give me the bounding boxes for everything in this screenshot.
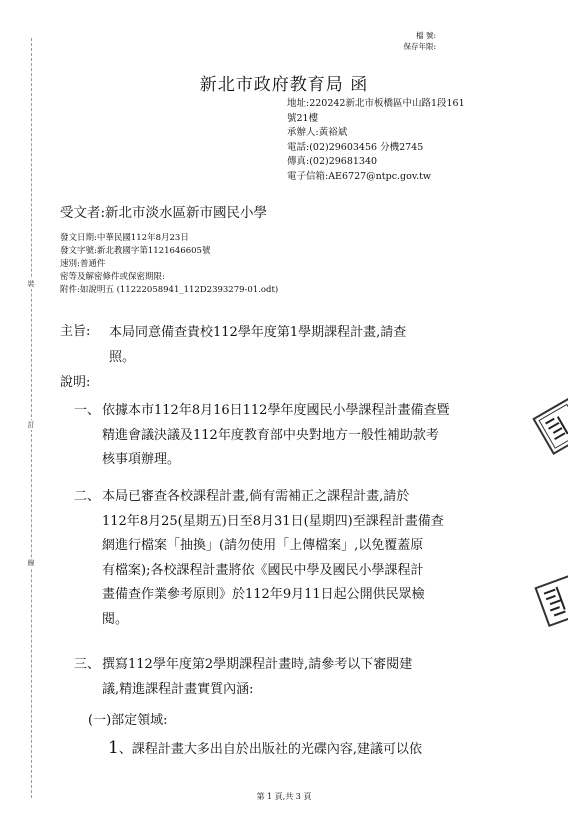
item-1-text [102,399,449,473]
attachment: 附件:如說明五 (11222058941_112D2393279-01.odt) [60,285,279,295]
item-2-marker: 二、 [74,489,101,504]
secrecy: 密等及解密條件或保密期限: [60,272,165,282]
document-number: 發文字號:新北教國字第1121646605號 [60,246,211,256]
item-2-line: 閱。 [102,611,129,627]
sub-item-1-1-text: 、課程計畫大多出自於出版社的光碟內容,建議可以依 [118,742,422,757]
item-1-line: 依據本市112年8月16日112學年度國民小學課程計畫備查暨 [102,403,450,418]
item-3-marker: 三、 [74,657,101,672]
sub-item-1: (一)部定領域: [88,713,168,728]
binding-mark-ding: 訂 [24,420,38,430]
item-1-line: 核事項辦理。 [102,452,181,467]
item-2-line: 網進行檔案「抽換」(請勿使用「上傳檔案」,以免覆蓋原 [102,538,424,553]
sub-item-1-1-number: 1 [108,738,119,758]
speed: 速別:普通件 [60,259,106,269]
fax: 傳真:(02)29681340 [287,156,378,167]
issue-date: 發文日期:中華民國112年8月23日 [60,233,189,243]
item-1-marker: 一、 [74,403,101,418]
explanation-label: 說明: [60,375,91,390]
item-3-text [102,653,412,702]
subject-line-1: 本局同意備查貴校112學年度第1學期課程計畫,請查 [109,325,407,340]
address-line-2: 號21樓 [287,112,319,124]
item-2-line: 112年8月25(星期五)日至8月31日(星期四)至課程計畫備查 [102,513,444,529]
item-3-line: 撰寫112學年度第2學期課程計畫時,請參考以下審閱建 [102,657,413,672]
handler: 承辦人:黃裕斌 [287,127,348,138]
item-3-line: 議,精進課程計畫實質內涵: [102,681,254,697]
phone: 電話:(02)29603456 分機2745 [287,141,424,153]
retention-label: 保存年限: [403,42,436,51]
item-1-line: 精進會議決議及112年度教育部中央對地方一般性補助款考 [102,427,439,443]
item-2-line: 畫備查作業參考原則》於112年9月11日起公開供民眾檢 [102,587,425,602]
seal-stamp-1 [532,398,568,458]
subject-label: 主旨: [60,324,91,339]
file-number-label: 檔 號: [416,31,436,40]
item-2-line: 本局已審查各校課程計畫,倘有需補正之課程計畫,請於 [102,489,410,504]
subject-text [109,320,499,370]
item-2-line: 有檔案);各校課程計畫將依《國民中學及國民小學課程計 [102,562,424,578]
sub-item-1-1 [108,736,422,763]
seal-stamp-2 [532,572,568,632]
recipient: 受文者:新北市淡水區新市國民小學 [60,205,268,221]
email: 電子信箱:AE6727@ntpc.gov.tw [287,170,432,182]
binding-line [31,38,32,798]
subject-line-2: 照。 [109,350,136,365]
contact-block [287,97,509,184]
binding-mark-zhuang: 裝 [24,279,38,289]
item-2-text [102,485,444,632]
meta-block [60,232,278,297]
file-info [394,30,436,52]
binding-mark-xian: 線 [24,558,38,568]
address-line-1: 地址:220242新北市板橋區中山路1段161 [287,98,465,109]
document-title: 新北市政府教育局 函 [199,75,369,95]
page-number: 第 1 頁,共 3 頁 [256,792,312,801]
